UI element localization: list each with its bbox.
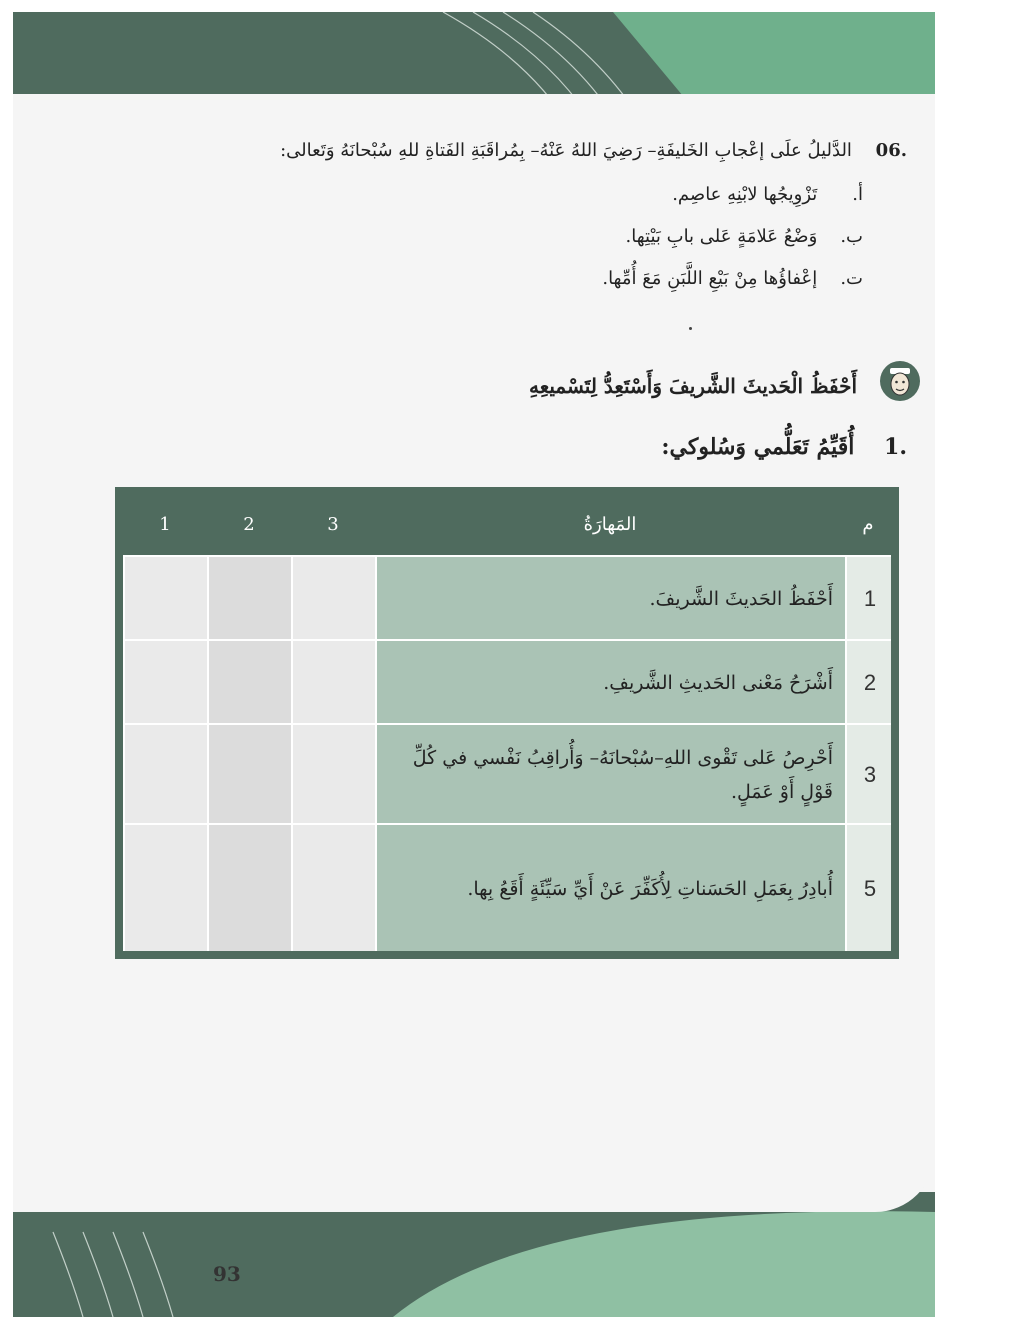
student-face-icon <box>879 360 921 402</box>
row-index: 1 <box>863 586 877 611</box>
option-text: وَضْعُ عَلامَةٍ عَلى بابِ بَيْتِها. <box>625 226 818 247</box>
evaluation-table <box>123 495 891 951</box>
textbook-page <box>13 12 935 1317</box>
rating-3-cell[interactable] <box>291 725 377 825</box>
option-text: تَزْوِيجُها لابْنِهِ عاصِم. <box>672 184 818 205</box>
table-row <box>123 723 891 825</box>
skill-cell <box>375 825 847 951</box>
table-header <box>123 495 891 555</box>
memorize-heading: أَحْفَظُ الْحَديثَ الشَّريفَ وَأَسْتَعِدُّ لِتَسْميعِهِ <box>528 374 857 398</box>
header-rating-1: 1 <box>159 514 171 535</box>
option-letter: أ. <box>852 184 863 205</box>
row-index: 2 <box>863 670 877 695</box>
option-letter: ب. <box>840 226 863 247</box>
rating-2-cell[interactable] <box>207 557 293 641</box>
page-number: 93 <box>213 1262 241 1286</box>
option-letter: ت. <box>840 268 863 289</box>
rating-1-cell[interactable] <box>123 725 209 825</box>
rating-2-cell[interactable] <box>207 725 293 825</box>
table-row <box>123 823 891 951</box>
option-b <box>163 226 863 247</box>
rating-3-cell[interactable] <box>291 641 377 725</box>
question-number: 06. <box>875 140 907 161</box>
evaluation-table-frame <box>115 487 899 959</box>
self-evaluation-heading <box>661 434 907 460</box>
skill-cell <box>375 557 847 641</box>
stray-dot <box>689 327 692 330</box>
rating-3-cell[interactable] <box>291 557 377 641</box>
skill-text: أَحْفَظُ الحَديثَ الشَّريفَ. <box>649 588 833 610</box>
table-row <box>123 639 891 725</box>
header-rating-3: 3 <box>327 514 339 535</box>
rating-1-cell[interactable] <box>123 825 209 951</box>
section-title: أُقَيِّمُ تَعَلُّمي وَسُلوكي: <box>661 434 855 460</box>
rating-2-cell[interactable] <box>207 825 293 951</box>
section-number: 1. <box>884 434 907 460</box>
skill-cell <box>375 725 847 825</box>
header-index: م <box>862 514 874 535</box>
option-c <box>163 268 863 289</box>
option-text: إعْفاؤُها مِنْ بَيْعِ اللَّبَنِ مَعَ أُمِّها. <box>602 268 818 289</box>
skill-text: أُبادِرُ بِعَمَلِ الحَسَناتِ لِأُكَفِّرَ عَنْ أَيِّ سَيِّئَةٍ أَقَعُ بِها. <box>467 878 833 900</box>
row-index: 5 <box>863 876 877 901</box>
header-skill: المَهارَةُ <box>583 514 637 535</box>
header-rating-2: 2 <box>243 514 255 535</box>
question-6 <box>47 140 907 161</box>
skill-text: أَشْرَحُ مَعْنى الحَديثِ الشَّريفِ. <box>603 672 833 694</box>
index-cell <box>845 825 891 951</box>
panel-bottom <box>13 1152 935 1212</box>
rating-3-cell[interactable] <box>291 825 377 951</box>
index-cell <box>845 641 891 725</box>
skill-cell <box>375 641 847 725</box>
rating-2-cell[interactable] <box>207 641 293 725</box>
question-text: الدَّليلُ علَى إعْجابِ الخَليفَةِ– رَضِيَ اللهُ عَنْهُ– بِمُراقَبَةِ الفَتاةِ للهِ سُبْحانَهُ وَتَعالى: <box>280 140 852 161</box>
index-cell <box>845 725 891 825</box>
skill-text: أَحْرِصُ عَلى تَقْوى اللهِ–سُبْحانَهُ– وَأُراقِبُ نَفْسي في كُلِّ قَوْلٍ أَوْ عَمَلٍ. <box>412 747 833 803</box>
table-row <box>123 555 891 641</box>
rating-1-cell[interactable] <box>123 557 209 641</box>
option-a <box>163 184 863 205</box>
row-index: 3 <box>863 762 877 787</box>
index-cell <box>845 557 891 641</box>
rating-1-cell[interactable] <box>123 641 209 725</box>
